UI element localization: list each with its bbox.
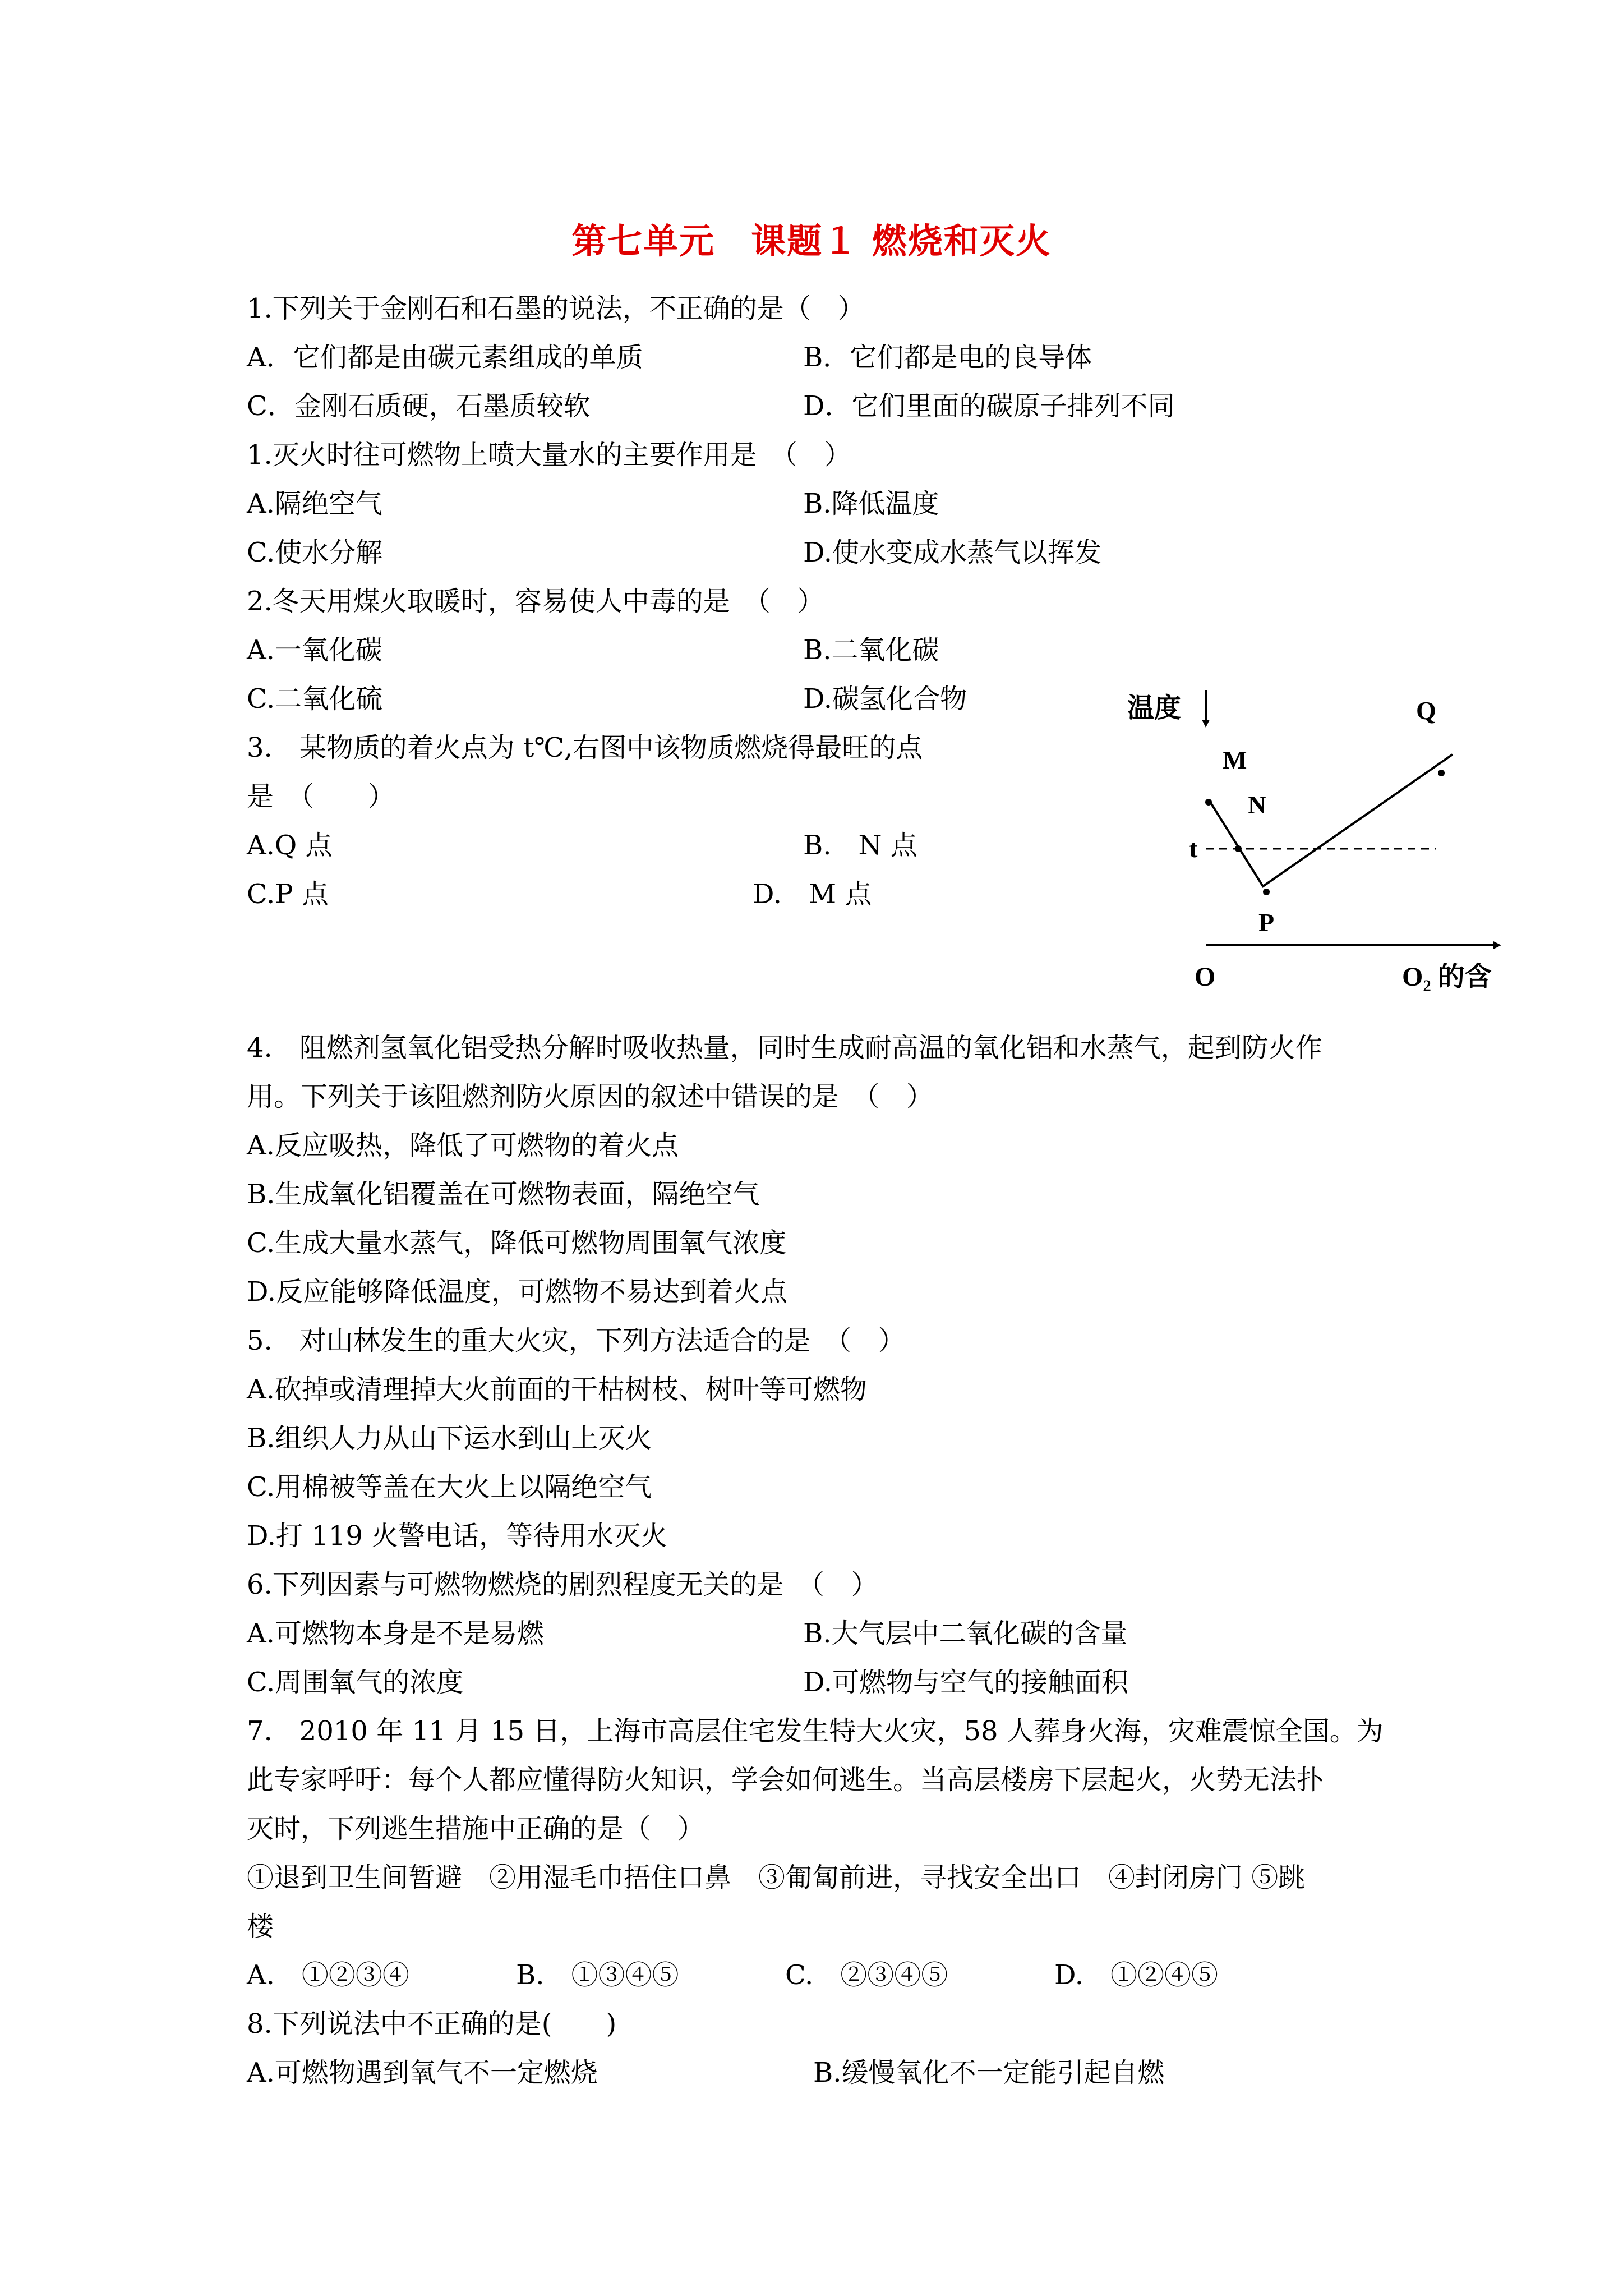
option-d: D.可燃物与空气的接触面积 xyxy=(803,1667,1129,1698)
option-a: A.反应吸热，降低了可燃物的着火点 xyxy=(247,1130,679,1161)
question-stem: 7. 2010 年 11 月 15 日，上海市高层住宅发生特大火灾，58 人葬身火海，灾难震惊全国。为 xyxy=(247,1715,1384,1747)
option-a: A．它们都是由碳元素组成的单质 xyxy=(247,342,643,373)
point-m xyxy=(1205,799,1212,806)
option-b: B. ①③④⑤ xyxy=(516,1959,679,1991)
option-d: D.碳氢化合物 xyxy=(803,683,967,715)
question-items: ①退到卫生间暂避 ②用湿毛巾捂住口鼻 ③匍匐前进，寻找安全出口 ④封闭房门 ⑤跳 xyxy=(247,1862,1306,1893)
point-p xyxy=(1263,889,1270,895)
option-b: B.降低温度 xyxy=(803,488,939,519)
option-b: B.缓慢氧化不一定能引起自燃 xyxy=(813,2057,1165,2088)
option-c: C.生成大量水蒸气，降低可燃物周围氧气浓度 xyxy=(247,1227,787,1259)
option-d: D.使水变成水蒸气以挥发 xyxy=(803,537,1102,568)
point-q xyxy=(1438,770,1445,776)
question-stem: 4. 阻燃剂氢氧化铝受热分解时吸收热量，同时生成耐高温的氧化铝和水蒸气，起到防火作 xyxy=(247,1032,1322,1064)
point-label-q: Q xyxy=(1416,696,1436,725)
origin-label: O xyxy=(1195,962,1216,992)
question-stem-cont: 是 （ ） xyxy=(247,781,395,812)
option-a: A.一氧化碳 xyxy=(247,634,382,666)
option-b: B．它们都是电的良导体 xyxy=(803,342,1092,373)
x-axis-label: O₂ 的含 xyxy=(1402,962,1492,992)
temperature-curve xyxy=(1209,754,1453,886)
option-c: C.P 点 xyxy=(247,878,329,910)
option-b: B. N 点 xyxy=(803,830,917,861)
question-stem: 6.下列因素与可燃物燃烧的剧烈程度无关的是 （ ） xyxy=(247,1569,878,1600)
option-b: B.组织人力从山下运水到山上灭火 xyxy=(247,1423,652,1454)
question-items-cont: 楼 xyxy=(247,1911,274,1942)
option-a: A.可燃物遇到氧气不一定燃烧 xyxy=(247,2057,598,2088)
temperature-o2-graph xyxy=(1116,690,1542,1010)
question-stem: 8.下列说法中不正确的是( ) xyxy=(247,2008,617,2040)
option-c: C.用棉被等盖在大火上以隔绝空气 xyxy=(247,1471,652,1503)
point-label-n: N xyxy=(1248,790,1267,819)
option-c: C．金刚石质硬，石墨质较软 xyxy=(247,390,591,422)
y-axis-label: 温度 xyxy=(1127,693,1182,723)
question-stem-cont: 此专家呼吁：每个人都应懂得防火知识，学会如何逃生。当高层楼房下层起火，火势无法扑 xyxy=(247,1764,1324,1796)
option-d: D.反应能够降低温度，可燃物不易达到着火点 xyxy=(247,1276,788,1308)
option-c: C. ②③④⑤ xyxy=(785,1959,948,1991)
question-stem: 2.冬天用煤火取暖时，容易使人中毒的是 （ ） xyxy=(247,586,824,617)
point-label-p: P xyxy=(1258,908,1275,937)
option-a: A. ①②③④ xyxy=(247,1959,409,1991)
option-a: A.可燃物本身是不是易燃 xyxy=(247,1618,544,1649)
page-title: 第七单元 课题１ 燃烧和灭火 xyxy=(571,220,1052,261)
option-b: B.生成氧化铝覆盖在可燃物表面，隔绝空气 xyxy=(247,1179,760,1210)
option-d: D. M 点 xyxy=(753,878,872,910)
t-label: t xyxy=(1189,834,1198,863)
option-d: D. ①②④⑤ xyxy=(1054,1959,1219,1991)
option-d: D.打 119 火警电话，等待用水灭火 xyxy=(247,1520,668,1552)
question-stem-cont: 用。下列关于该阻燃剂防火原因的叙述中错误的是 （ ） xyxy=(247,1081,934,1112)
question-stem: 3. 某物质的着火点为 t℃,右图中该物质燃烧得最旺的点 xyxy=(247,732,923,763)
option-b: B.大气层中二氧化碳的含量 xyxy=(803,1618,1128,1649)
point-label-m: M xyxy=(1223,746,1247,774)
question-stem: 1.下列关于金刚石和石墨的说法，不正确的是（ ） xyxy=(247,293,865,324)
option-a: A.隔绝空气 xyxy=(247,488,382,519)
question-stem: 1.灭火时往可燃物上喷大量水的主要作用是 （ ） xyxy=(247,439,851,471)
option-c: C.使水分解 xyxy=(247,537,383,568)
option-a: A.砍掉或清理掉大火前面的干枯树枝、树叶等可燃物 xyxy=(247,1374,867,1405)
option-b: B.二氧化碳 xyxy=(803,634,939,666)
question-stem-cont: 灭时，下列逃生措施中正确的是（ ） xyxy=(247,1813,705,1844)
option-a: A.Q 点 xyxy=(247,830,333,861)
option-c: C.周围氧气的浓度 xyxy=(247,1667,464,1698)
question-stem: 5. 对山林发生的重大火灾，下列方法适合的是 （ ） xyxy=(247,1325,905,1356)
option-c: C.二氧化硫 xyxy=(247,683,383,715)
point-n xyxy=(1235,845,1242,852)
option-d: D．它们里面的碳原子排列不同 xyxy=(803,390,1175,422)
